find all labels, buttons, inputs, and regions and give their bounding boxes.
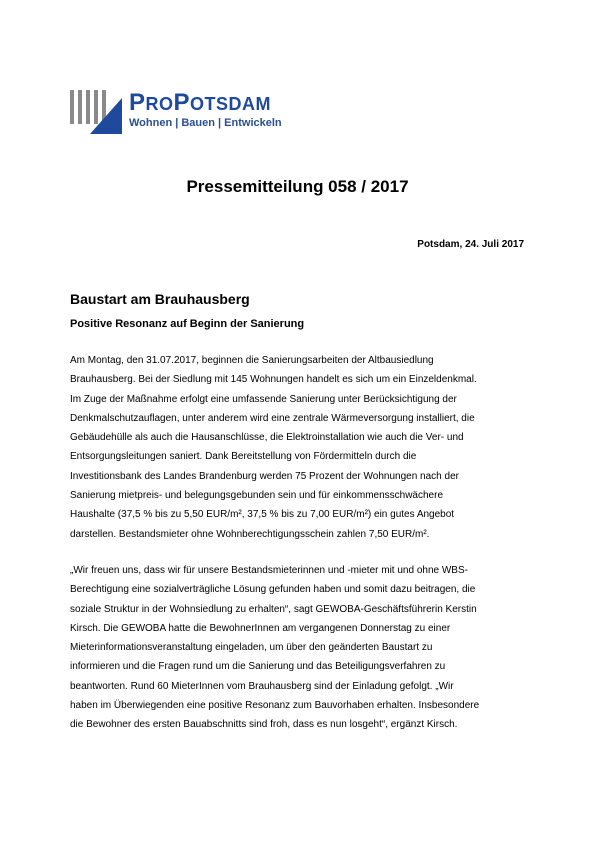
paragraph-line: haben im Überwiegenden eine positive Resonanz zum Bauvorhaben erhalten. Insbesondere xyxy=(70,700,480,712)
paragraph-line: informieren und die Fragen rund um die Sanierung und das Beteiligungsverfahren zu xyxy=(70,661,446,673)
paragraph-line: Entsorgungsleitungen saniert. Dank Bereitstellung von Fördermitteln durch die xyxy=(70,451,417,463)
paragraph-line: Haushalte (37,5 % bis zu 5,50 EUR/m², 37,5 % bis zu 7,00 EUR/m²) ein gutes Angebot xyxy=(70,509,455,521)
paragraph-line: die Bewohner des ersten Bauabschnitts sind froh, dass es nun losgeht“, ergänzt Kirsch. xyxy=(70,719,458,731)
article-subheading: Positive Resonanz auf Beginn der Sanierung xyxy=(70,318,305,330)
article-heading: Baustart am Brauhausberg xyxy=(70,291,250,307)
logo-mark-icon xyxy=(70,90,126,134)
paragraph-line: Kirsch. Die GEWOBA hatte die BewohnerInnen am vergangenen Donnerstag zu einer xyxy=(70,622,451,634)
paragraph-line: Berechtigung eine sozialverträgliche Lösung gefunden haben und somit dazu beitragen, die xyxy=(70,584,476,596)
logo-tagline: Wohnen | Bauen | Entwickeln xyxy=(129,117,282,129)
paragraph-line: Sanierung mietpreis- und belegungsgebunden sein und für einkommensschwächere xyxy=(70,490,444,502)
document-title: Pressemitteilung 058 / 2017 xyxy=(186,177,409,196)
body-paragraph-2 xyxy=(70,561,530,735)
paragraph-line: Mieterinformationsveranstaltung eingeladen, um über den geänderten Baustart zu xyxy=(70,642,433,654)
dateline: Potsdam, 24. Juli 2017 xyxy=(417,239,524,250)
paragraph-line: Investitionsbank des Landes Brandenburg werden 75 Prozent der Wohnungen nach der xyxy=(70,470,459,482)
body-paragraph-1 xyxy=(70,351,530,544)
propotsdam-logo xyxy=(70,90,310,134)
paragraph-line: beantworten. Rund 60 MieterInnen vom Brauhausberg sind der Einladung gefolgt. „Wir xyxy=(70,680,454,692)
paragraph-line: „Wir freuen uns, dass wir für unsere Bestandsmieterinnen und -mieter mit und ohne WBS- xyxy=(70,565,468,576)
paragraph-line: Am Montag, den 31.07.2017, beginnen die Sanierungsarbeiten der Altbausiedlung xyxy=(70,355,434,366)
paragraph-line: Denkmalschutzauflagen, unter anderem wird eine zentrale Wärmeversorgung installiert, die xyxy=(70,412,475,424)
paragraph-line: darstellen. Bestandsmieter ohne Wohnberechtigungsschein zahlen 7,50 EUR/m². xyxy=(70,528,430,540)
paragraph-line: Im Zuge der Maßnahme erfolgt eine umfassende Sanierung unter Berücksichtigung der xyxy=(70,393,457,405)
paragraph-line: Brauhausberg. Bei der Siedlung mit 145 Wohnungen handelt es sich um ein Einzeldenkmal. xyxy=(70,374,477,386)
paragraph-line: soziale Struktur in der Wohnsiedlung zu erhalten“, sagt GEWOBA-Geschäftsführerin Kerstin xyxy=(70,603,477,615)
logo-wordmark: PROPOTSDAM xyxy=(129,89,272,116)
paragraph-line: Gebäudehülle als auch die Hausanschlüsse, die Elektroinstallation wie auch die Ver- und xyxy=(70,432,464,444)
